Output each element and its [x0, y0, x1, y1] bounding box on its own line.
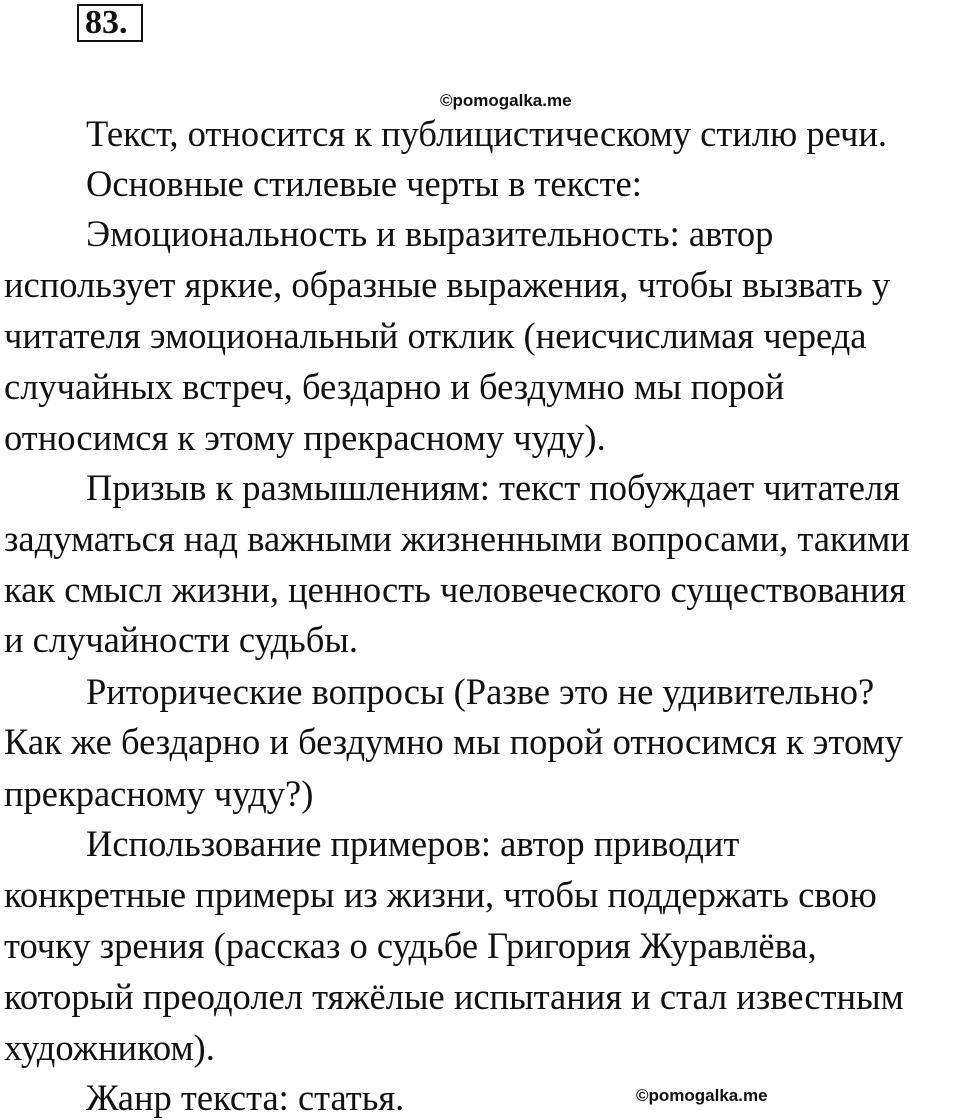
text-line-16: конкретные примеры из жизни, чтобы поддержать свою: [4, 874, 877, 915]
text-line-19: художником).: [4, 1027, 215, 1068]
text-line-14: прекрасному чуду?): [4, 773, 314, 814]
text-line-5: читателя эмоциональный отклик (неисчислимая череда: [4, 315, 867, 356]
text-line-17: точку зрения (рассказ о судьбе Григория Журавлёва,: [4, 925, 817, 966]
text-line-13: Как же бездарно и бездумно мы порой относимся к этому: [4, 721, 903, 762]
text-line-7: относимся к этому прекрасному чуду).: [4, 417, 606, 458]
text-line-10: как смысл жизни, ценность человеческого существования: [4, 569, 906, 610]
text-line-11: и случайности судьбы.: [4, 619, 359, 660]
watermark-bottom: ©pomogalka.me: [636, 1086, 768, 1105]
text-line-15: Использование примеров: автор приводит: [86, 823, 740, 864]
task-number-box: 83.: [77, 4, 143, 42]
text-line-4: использует яркие, образные выражения, чтобы вызвать у: [4, 264, 891, 305]
text-line-2: Основные стилевые черты в тексте:: [86, 163, 642, 204]
text-line-20: Жанр текста: статья.: [86, 1077, 405, 1118]
text-line-1: Текст, относится к публицистическому стилю речи.: [86, 113, 887, 154]
watermark-top: ©pomogalka.me: [440, 91, 572, 110]
text-line-3: Эмоциональность и выразительность: автор: [86, 213, 774, 254]
text-line-12: Риторические вопросы (Разве это не удивительно?: [86, 671, 875, 712]
text-line-18: который преодолел тяжёлые испытания и стал известным: [4, 976, 904, 1017]
text-line-8: Призыв к размышлениям: текст побуждает читателя: [86, 467, 900, 508]
text-line-9: задуматься над важными жизненными вопросами, такими: [4, 518, 910, 559]
text-line-6: случайных встреч, бездарно и бездумно мы порой: [4, 366, 785, 407]
